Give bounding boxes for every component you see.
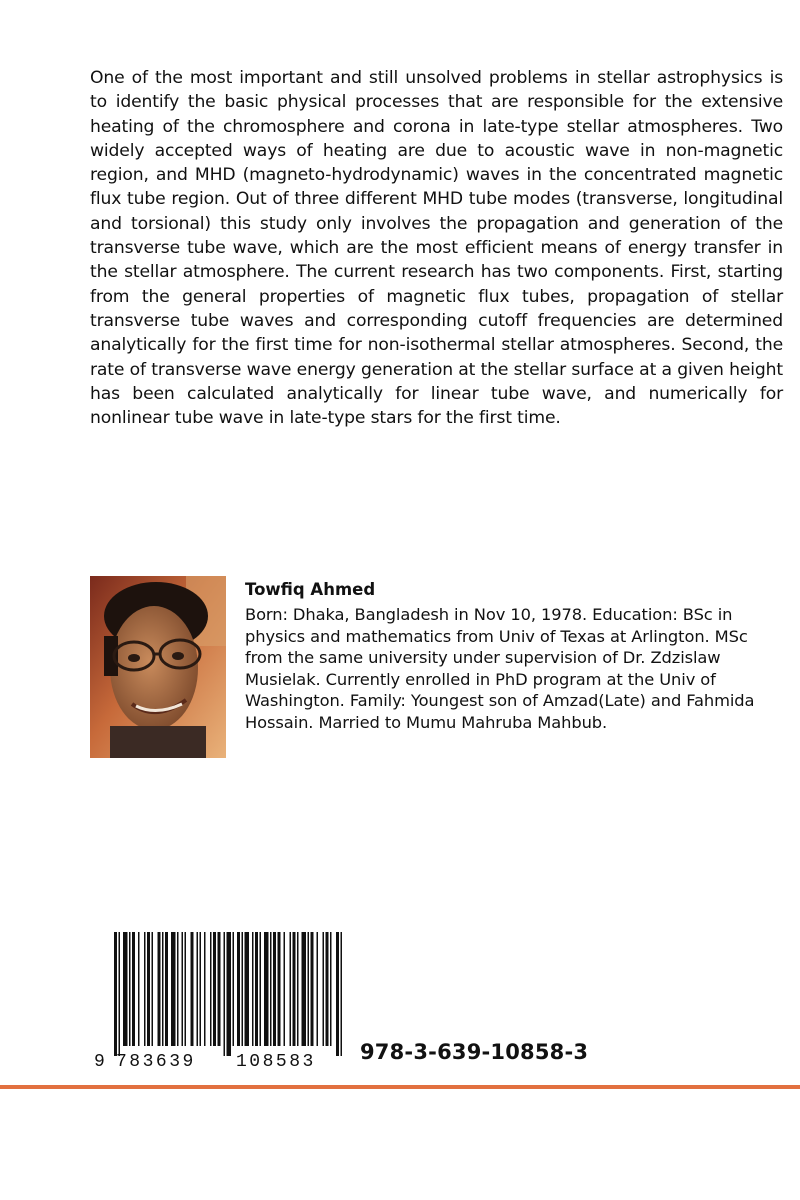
- isbn-text: 978-3-639-10858-3: [360, 1040, 589, 1064]
- barcode-digit-prefix: 9: [94, 1052, 105, 1072]
- author-name: Towfiq Ahmed: [245, 580, 376, 599]
- back-cover-abstract: One of the most important and still unsolved problems in stellar astrophysics is to identify the basic physical processes that are responsible for the extensive heating of the chromosphere and corona in late-type stellar atmospheres. Two widely accepted ways of heating are due to acoustic wave in non-magnetic region, and MHD (magneto-hydrodynamic) waves in the concentrated magnetic flux tube region. Out of three different MHD tube modes (transverse, longitudinal and torsional) this study only involves the propagation and generation of the transverse tube wave, which are the most efficient means of energy transfer in the stellar atmosphere. The current research has two components. First, starting from the general properties of magnetic flux tubes, propagation of stellar transverse tube waves and corresponding cutoff frequencies are determined analytically for the first time for non-isothermal stellar atmospheres. Second, the rate of transverse wave energy generation at the stellar surface at a given height has been calculated analytically for linear tube wave, and numerically for nonlinear tube wave in late-type stars for the first time.: [90, 68, 783, 429]
- isbn-barcode: [90, 932, 345, 1072]
- accent-rule: [0, 1085, 800, 1089]
- barcode-digits-left: 783639: [116, 1052, 196, 1072]
- author-bio: Born: Dhaka, Bangladesh in Nov 10, 1978. Education: BSc in physics and mathematics from Univ of Texas at Arlington. MSc from the same university under supervision of Dr. Zdzislaw Musielak. Currently enrolled in PhD program at the Univ of Washington. Family: Youngest son of Amzad(Late) and Fahmida Hossain. Married to Mumu Mahruba Mahbub.: [245, 605, 755, 732]
- barcode-digits-right: 108583: [236, 1052, 316, 1072]
- author-photo: [90, 576, 226, 758]
